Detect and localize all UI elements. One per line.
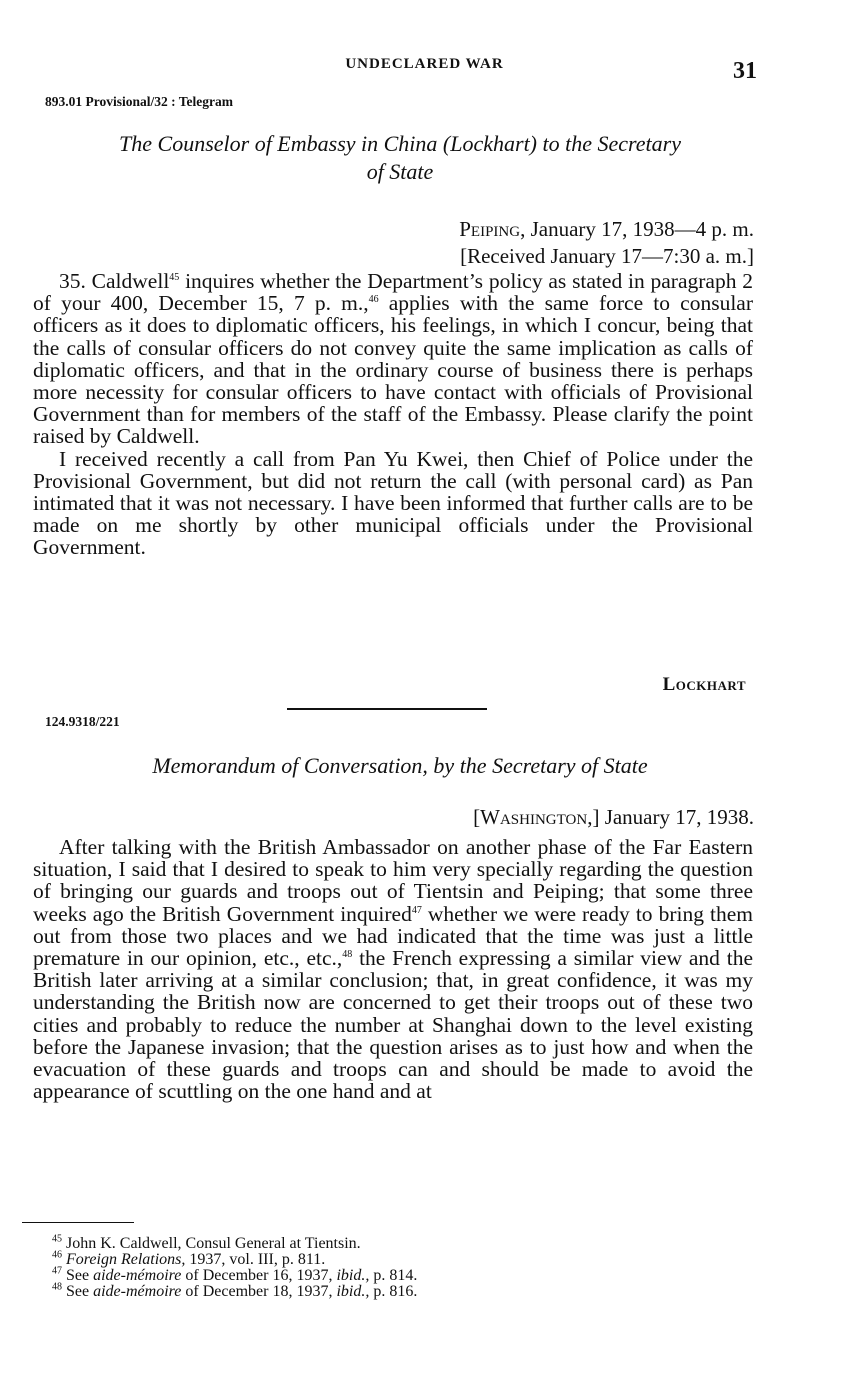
footnote-ref-45: 45 [169, 271, 180, 283]
footnote-italic: ibid., [336, 1283, 370, 1300]
file-reference-2: 124.9318/221 [45, 714, 120, 729]
memorandum-paragraph [33, 836, 753, 1102]
title-line-2: of State [366, 159, 434, 184]
footnote-text: See [66, 1283, 94, 1300]
title-line-1: The Counselor of Embassy in China (Lockhart) to the Secretary [119, 131, 681, 156]
footnote-number: 45 [52, 1233, 62, 1245]
footnote-45 [52, 1233, 752, 1252]
dateline-place: Peiping, [459, 217, 526, 241]
footnote-46 [52, 1249, 752, 1268]
footnote-text: John K. Caldwell, Consul General at Tientsin. [66, 1235, 361, 1252]
footnote-ref-47: 47 [411, 904, 422, 916]
footnote-italic: aide-mémoire [93, 1267, 182, 1284]
telegram-paragraph-1 [33, 270, 753, 448]
file-reference-1: 893.01 Provisional/32 : Telegram [45, 94, 233, 109]
footnotes [52, 1233, 752, 1300]
dateline-place-2: [Washington,] [473, 805, 600, 829]
footnote-ref-46: 46 [368, 294, 379, 306]
section-divider [287, 708, 487, 710]
memo-text-a: After talking with the British Ambassador on another phase of the Far Eastern situation, I said that I desired to speak to him very specially regarding the question of bringing our guards and troops out of Tientsin and Peiping; that some three weeks ago the British Government inquired [33, 835, 753, 926]
dateline-date: January 17, 1938—4 p. m. [525, 217, 754, 241]
footnote-48 [52, 1281, 752, 1300]
footnote-text: of December 18, 1937, [181, 1283, 337, 1300]
running-title: UNDECLARED WAR [345, 56, 504, 72]
dateline-1 [459, 216, 754, 270]
dateline-place-date [459, 216, 754, 243]
footnote-text: 1937, vol. III, p. 811. [185, 1251, 326, 1268]
signature-lockhart: Lockhart [662, 674, 746, 695]
dateline-2 [473, 804, 754, 831]
footnote-text: See [66, 1267, 94, 1284]
page-number: 31 [733, 58, 757, 84]
dateline-date-2: January 17, 1938. [599, 805, 754, 829]
footnote-number: 48 [52, 1281, 62, 1293]
footnote-ref-48: 48 [342, 948, 353, 960]
footnote-italic: Foreign Relations, [66, 1251, 186, 1268]
para1-text-c: applies with the same force to consular officers as it does to diplomatic officers, his feelings, in which I concur, being that the calls of consular officers do not convey quite the same implication as calls of diplomatic officers, and that in the ordinary course of business there is perhaps more necessity for consular officers to have contact with officials of Provisional Government than for members of the staff of the Embassy. Please clarify the point raised by Caldwell. [33, 291, 753, 449]
para1-text-b: inquires whether the Department’s policy as stated in paragraph 2 of your 400, December 15, 7 p. m., [33, 269, 754, 316]
footnote-italic: aide-mémoire [93, 1283, 182, 1300]
memo-text-b: whether we were ready to bring them out from those two places and we had indicated that the time was just a little premature in our opinion, etc., etc., [33, 901, 753, 971]
footnote-47 [52, 1265, 752, 1284]
footnote-text: p. 816. [369, 1283, 418, 1300]
memo-text-c: the French expressing a similar view and the British later arriving at a similar conclusion; that, in great confidence, it was my understanding the British now are concerned to get their troops out of these two cities and probably to reduce the number at Shanghai down to the level existing before the Japanese invasion; that the question arises as to just how and when the evacuation of these guards and troops can and should be made to avoid the appearance of scuttling on the one hand and at [33, 946, 754, 1104]
dateline-received: [Received January 17—7:30 a. m.] [460, 244, 754, 268]
para1-text-a: 35. Caldwell [59, 269, 170, 293]
footnote-divider [22, 1222, 134, 1223]
footnote-number: 46 [52, 1249, 62, 1261]
document-title-1 [40, 130, 760, 186]
footnote-italic: ibid., [336, 1267, 370, 1284]
document-title-2: Memorandum of Conversation, by the Secretary of State [152, 753, 648, 778]
footnote-text: p. 814. [369, 1267, 418, 1284]
telegram-body [33, 270, 753, 559]
footnote-text: of December 16, 1937, [181, 1267, 337, 1284]
telegram-paragraph-2: I received recently a call from Pan Yu Kwei, then Chief of Police under the Provisional Government, but did not return the call (with personal card) as Pan intimated that it was not necessary. I have been informed that further calls are to be made on me shortly by other municipal officials under the Provisional Government. [33, 446, 753, 560]
memorandum-body [33, 836, 753, 1102]
footnote-number: 47 [52, 1265, 62, 1277]
